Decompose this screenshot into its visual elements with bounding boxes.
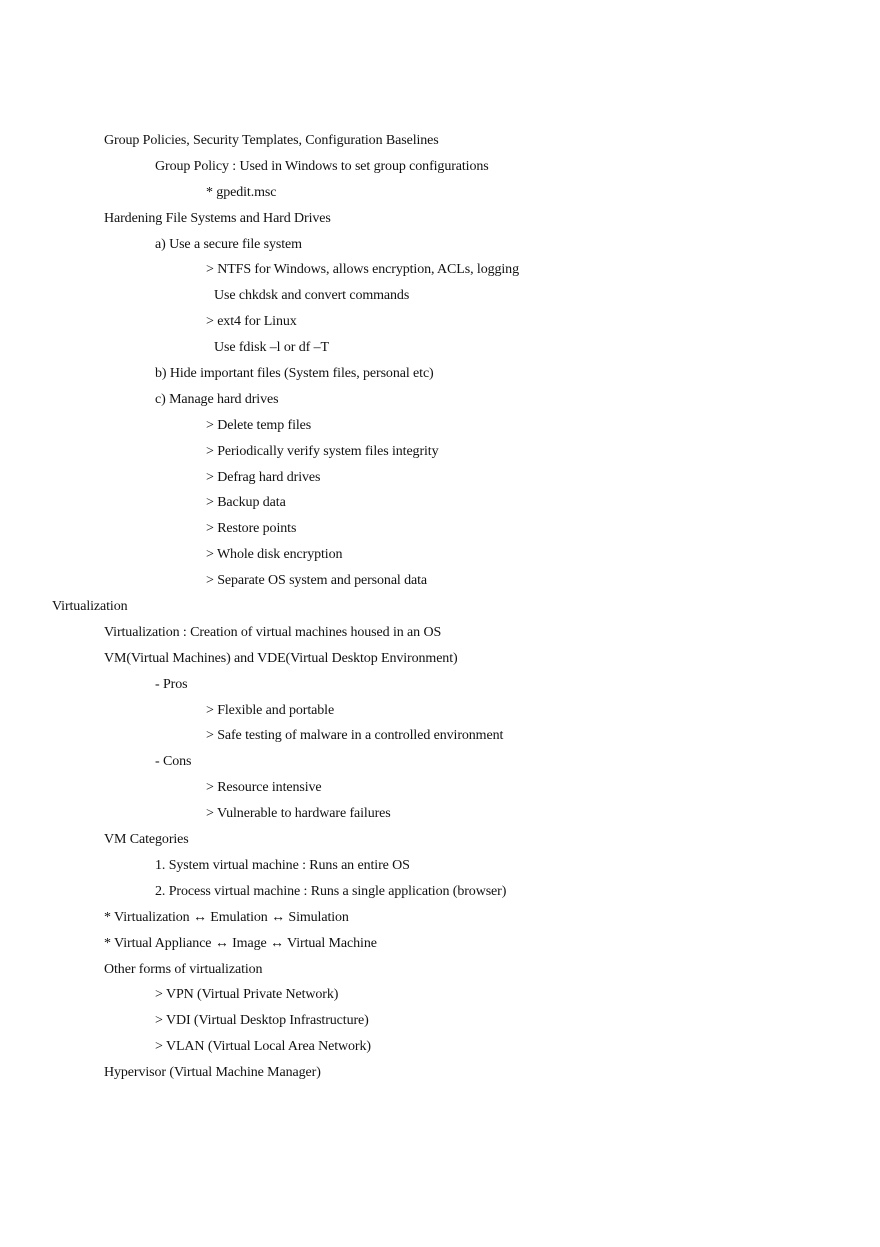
bullet-verify-integrity: > Periodically verify system files integrity bbox=[206, 443, 439, 459]
bullet-defrag: > Defrag hard drives bbox=[206, 469, 321, 485]
heading-group-policies: Group Policies, Security Templates, Configuration Baselines bbox=[104, 133, 439, 148]
bullet-ntfs: > NTFS for Windows, allows encryption, ACLs, logging bbox=[206, 262, 519, 278]
item-manage-drives: c) Manage hard drives bbox=[155, 391, 279, 407]
form-vdi: > VDI (Virtual Desktop Infrastructure) bbox=[155, 1013, 369, 1029]
bullet-separate-data: > Separate OS system and personal data bbox=[206, 573, 428, 589]
category-system-vm: 1. System virtual machine : Runs an entire OS bbox=[155, 857, 410, 873]
bullet-backup: > Backup data bbox=[206, 495, 286, 511]
vm-categories-heading: VM Categories bbox=[104, 832, 189, 848]
heading-hardening-file-systems: Hardening File Systems and Hard Drives bbox=[104, 210, 331, 226]
gpedit-note: * gpedit.msc bbox=[206, 184, 277, 200]
pro-safe-testing: > Safe testing of malware in a controlled environment bbox=[206, 728, 504, 744]
notes-body bbox=[0, 128, 880, 1086]
note-virtual-appliance: * Virtual Appliance ↔ Image ↔ Virtual Machine bbox=[104, 935, 377, 951]
bullet-disk-encryption: > Whole disk encryption bbox=[206, 547, 343, 563]
item-secure-file-system: a) Use a secure file system bbox=[155, 236, 302, 252]
con-resource-intensive: > Resource intensive bbox=[206, 780, 322, 796]
bullet-delete-temp: > Delete temp files bbox=[206, 417, 312, 433]
ntfs-commands: Use chkdsk and convert commands bbox=[214, 288, 410, 304]
note-virtualization-emulation: * Virtualization ↔ Emulation ↔ Simulation bbox=[104, 909, 349, 925]
bullet-restore-points: > Restore points bbox=[206, 521, 297, 537]
group-policy-definition: Group Policy : Used in Windows to set group configurations bbox=[155, 158, 489, 174]
item-hide-files: b) Hide important files (System files, personal etc) bbox=[155, 366, 434, 382]
virtualization-definition: Virtualization : Creation of virtual machines housed in an OS bbox=[104, 624, 442, 640]
cons-label: - Cons bbox=[155, 754, 192, 770]
bullet-ext4: > ext4 for Linux bbox=[206, 314, 297, 330]
pro-flexible: > Flexible and portable bbox=[206, 702, 335, 718]
hypervisor-heading: Hypervisor (Virtual Machine Manager) bbox=[104, 1065, 321, 1081]
vm-vde-heading: VM(Virtual Machines) and VDE(Virtual Desktop Environment) bbox=[104, 650, 458, 666]
other-forms-heading: Other forms of virtualization bbox=[104, 961, 263, 977]
form-vlan: > VLAN (Virtual Local Area Network) bbox=[155, 1039, 371, 1055]
form-vpn: > VPN (Virtual Private Network) bbox=[155, 987, 339, 1003]
ext4-commands: Use fdisk –l or df –T bbox=[214, 340, 329, 356]
pros-label: - Pros bbox=[155, 676, 188, 692]
con-hardware-failures: > Vulnerable to hardware failures bbox=[206, 806, 391, 822]
section-title-virtualization: Virtualization bbox=[52, 599, 128, 615]
category-process-vm: 2. Process virtual machine : Runs a single application (browser) bbox=[155, 883, 507, 899]
